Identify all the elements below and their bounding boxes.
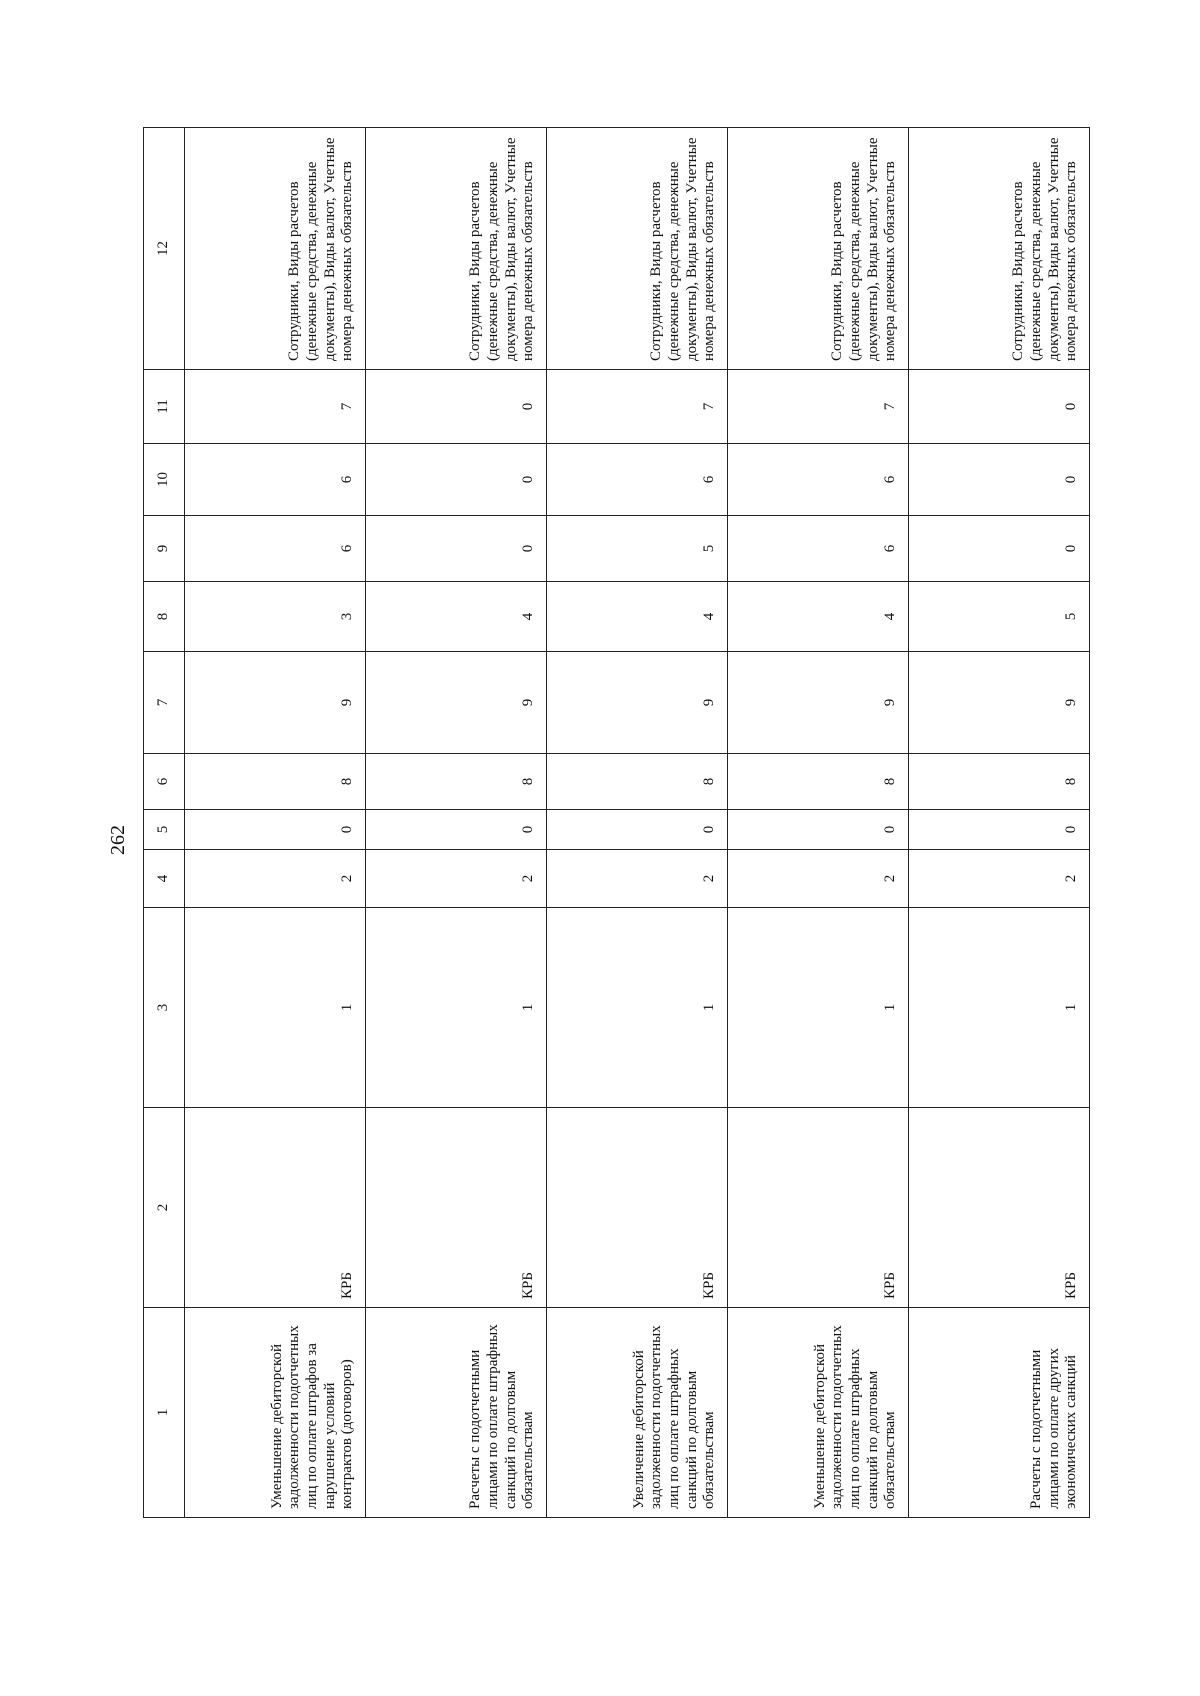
table-row: [909, 128, 1090, 1518]
account-digit-cell: 9: [366, 652, 547, 754]
table-row: [728, 128, 909, 1518]
account-digit-cell: 7: [728, 370, 909, 444]
account-digit-cell: 6: [728, 516, 909, 582]
account-digit-cell: 1: [728, 908, 909, 1108]
header-cell: 12: [144, 128, 185, 370]
header-cell: 4: [144, 850, 185, 908]
account-digit-cell: 8: [728, 754, 909, 810]
account-digit-cell: 4: [728, 582, 909, 652]
account-digit-cell: 0: [909, 516, 1090, 582]
table-row: [547, 128, 728, 1518]
account-digit-cell: 0: [909, 810, 1090, 850]
account-digit-cell: 2: [366, 850, 547, 908]
header-cell: 11: [144, 370, 185, 444]
operation-name-cell: Уменьшение дебиторской задолженности подотчетных лиц по оплате штрафных санкций по долговым обязательствам: [728, 1308, 909, 1518]
account-digit-cell: 0: [547, 810, 728, 850]
operation-name-cell: Уменьшение дебиторской задолженности подотчетных лиц по оплате штрафов за нарушение условий контрактов (договоров): [185, 1308, 366, 1518]
account-digit-cell: 6: [547, 444, 728, 516]
account-digit-cell: 0: [366, 516, 547, 582]
account-digit-cell: 9: [909, 652, 1090, 754]
account-digit-cell: 0: [366, 810, 547, 850]
account-digit-cell: 1: [909, 908, 1090, 1108]
account-digit-cell: 6: [185, 516, 366, 582]
code-cell: КРБ: [366, 1108, 547, 1308]
account-digit-cell: 5: [909, 582, 1090, 652]
header-cell: 5: [144, 810, 185, 850]
page-number: 262: [107, 825, 129, 855]
account-digit-cell: 5: [547, 516, 728, 582]
account-digit-cell: 0: [909, 370, 1090, 444]
rotated-table-container: [143, 128, 1088, 1518]
header-cell: 2: [144, 1108, 185, 1308]
operation-name-cell: Расчеты с подотчетными лицами по оплате штрафных санкций по долговым обязательствам: [366, 1308, 547, 1518]
analytics-cell: Сотрудники, Виды расчетов (денежные средства, денежные документы), Виды валют, Учетные номера денежных обязательств: [909, 128, 1090, 370]
account-digit-cell: 1: [185, 908, 366, 1108]
account-digit-cell: 6: [185, 444, 366, 516]
analytics-cell: Сотрудники, Виды расчетов (денежные средства, денежные документы), Виды валют, Учетные номера денежных обязательств: [728, 128, 909, 370]
code-cell: КРБ: [728, 1108, 909, 1308]
code-cell: КРБ: [185, 1108, 366, 1308]
header-cell: 8: [144, 582, 185, 652]
account-digit-cell: 8: [909, 754, 1090, 810]
account-digit-cell: 6: [728, 444, 909, 516]
account-digit-cell: 9: [547, 652, 728, 754]
header-cell: 10: [144, 444, 185, 516]
account-digit-cell: 2: [909, 850, 1090, 908]
account-digit-cell: 8: [366, 754, 547, 810]
account-digit-cell: 4: [366, 582, 547, 652]
account-digit-cell: 2: [547, 850, 728, 908]
account-digit-cell: 9: [728, 652, 909, 754]
operation-name-cell: Увеличение дебиторской задолженности подотчетных лиц по оплате штрафных санкций по долговым обязательствам: [547, 1308, 728, 1518]
account-digit-cell: 0: [728, 810, 909, 850]
header-cell: 6: [144, 754, 185, 810]
account-digit-cell: 4: [547, 582, 728, 652]
operation-name-cell: Расчеты с подотчетными лицами по оплате других экономических санкций: [909, 1308, 1090, 1518]
account-digit-cell: 2: [728, 850, 909, 908]
account-digit-cell: 7: [185, 370, 366, 444]
account-digit-cell: 9: [185, 652, 366, 754]
code-cell: КРБ: [547, 1108, 728, 1308]
analytics-cell: Сотрудники, Виды расчетов (денежные средства, денежные документы), Виды валют, Учетные номера денежных обязательств: [547, 128, 728, 370]
account-digit-cell: 2: [185, 850, 366, 908]
table-header-row: [144, 128, 185, 1518]
header-cell: 1: [144, 1308, 185, 1518]
table-row: [185, 128, 366, 1518]
analytics-cell: Сотрудники, Виды расчетов (денежные средства, денежные документы), Виды валют, Учетные номера денежных обязательств: [185, 128, 366, 370]
account-digit-cell: 1: [366, 908, 547, 1108]
header-cell: 3: [144, 908, 185, 1108]
account-digit-cell: 0: [366, 370, 547, 444]
account-digit-cell: 8: [547, 754, 728, 810]
header-cell: 7: [144, 652, 185, 754]
account-digit-cell: 0: [366, 444, 547, 516]
account-digit-cell: 0: [909, 444, 1090, 516]
account-digit-cell: 7: [547, 370, 728, 444]
account-digit-cell: 1: [547, 908, 728, 1108]
account-digit-cell: 8: [185, 754, 366, 810]
accounts-table: [143, 127, 1090, 1518]
table-row: [366, 128, 547, 1518]
analytics-cell: Сотрудники, Виды расчетов (денежные средства, денежные документы), Виды валют, Учетные номера денежных обязательств: [366, 128, 547, 370]
account-digit-cell: 0: [185, 810, 366, 850]
code-cell: КРБ: [909, 1108, 1090, 1308]
account-digit-cell: 3: [185, 582, 366, 652]
header-cell: 9: [144, 516, 185, 582]
